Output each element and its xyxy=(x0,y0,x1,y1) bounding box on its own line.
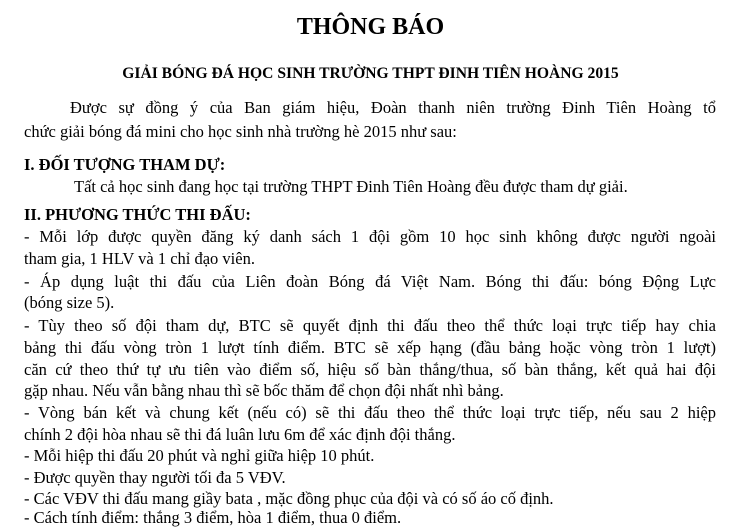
rule-line: bảng thi đấu vòng tròn 1 lượt tính điểm. BTC sẽ xếp hạng (đầu bảng hoặc vòng tròn 1 lượt) xyxy=(24,338,716,357)
rule-line: tham gia, 1 HLV và 1 chỉ đạo viên. xyxy=(24,249,255,268)
rule-line: - Các VĐV thi đấu mang giầy bata , mặc đồng phục của đội và có số áo cố định. xyxy=(24,489,554,508)
section-1-heading: I. ĐỐI TƯỢNG THAM DỰ: xyxy=(24,155,226,174)
intro-line-1: Được sự đồng ý của Ban giám hiệu, Đoàn thanh niên trường Đinh Tiên Hoàng tổ xyxy=(70,98,716,117)
document-title: THÔNG BÁO xyxy=(296,14,445,40)
rule-line: - Mỗi hiệp thi đấu 20 phút và nghỉ giữa hiệp 10 phút. xyxy=(24,446,375,465)
document-subtitle: GIẢI BÓNG ĐÁ HỌC SINH TRƯỜNG THPT ĐINH TIÊN HOÀNG 2015 xyxy=(122,65,619,82)
rule-line: gặp nhau. Nếu vẫn bằng nhau thì sẽ bốc thăm để chọn đội nhất nhì bảng. xyxy=(24,381,504,400)
intro-line-2: chức giải bóng đá mini cho học sinh nhà trường hè 2015 như sau: xyxy=(24,122,457,141)
rule-line: chính 2 đội hòa nhau sẽ thi đá luân lưu 6m để xác định đội thắng. xyxy=(24,425,456,444)
rule-line: - Cách tính điểm: thắng 3 điểm, hòa 1 điểm, thua 0 điểm. xyxy=(24,508,402,527)
rule-line: căn cứ theo thứ tự ưu tiên vào điểm số, hiệu số bàn thắng/thua, số bàn thắng, kết quả hai đội xyxy=(24,360,716,379)
section-1-text: Tất cả học sinh đang học tại trường THPT Đinh Tiên Hoàng đều được tham dự giải. xyxy=(74,177,628,196)
section-2-heading: II. PHƯƠNG THỨC THI ĐẤU: xyxy=(24,205,251,224)
rule-line: - Được quyền thay người tối đa 5 VĐV. xyxy=(24,468,286,487)
rule-line: - Vòng bán kết và chung kết (nếu có) sẽ thi đấu theo thể thức loại trực tiếp, nếu sau 2 hiệp xyxy=(24,403,716,422)
rule-line: (bóng size 5). xyxy=(24,293,115,312)
rule-line: - Mỗi lớp được quyền đăng ký danh sách 1 đội gồm 10 học sinh không được người ngoài xyxy=(24,227,716,246)
rule-line: - Áp dụng luật thi đấu của Liên đoàn Bóng đá Việt Nam. Bóng thi đấu: bóng Động Lực xyxy=(24,272,716,291)
rule-line: - Tùy theo số đội tham dự, BTC sẽ quyết định thi đấu theo thể thức loại trực tiếp hay chia xyxy=(24,316,716,335)
